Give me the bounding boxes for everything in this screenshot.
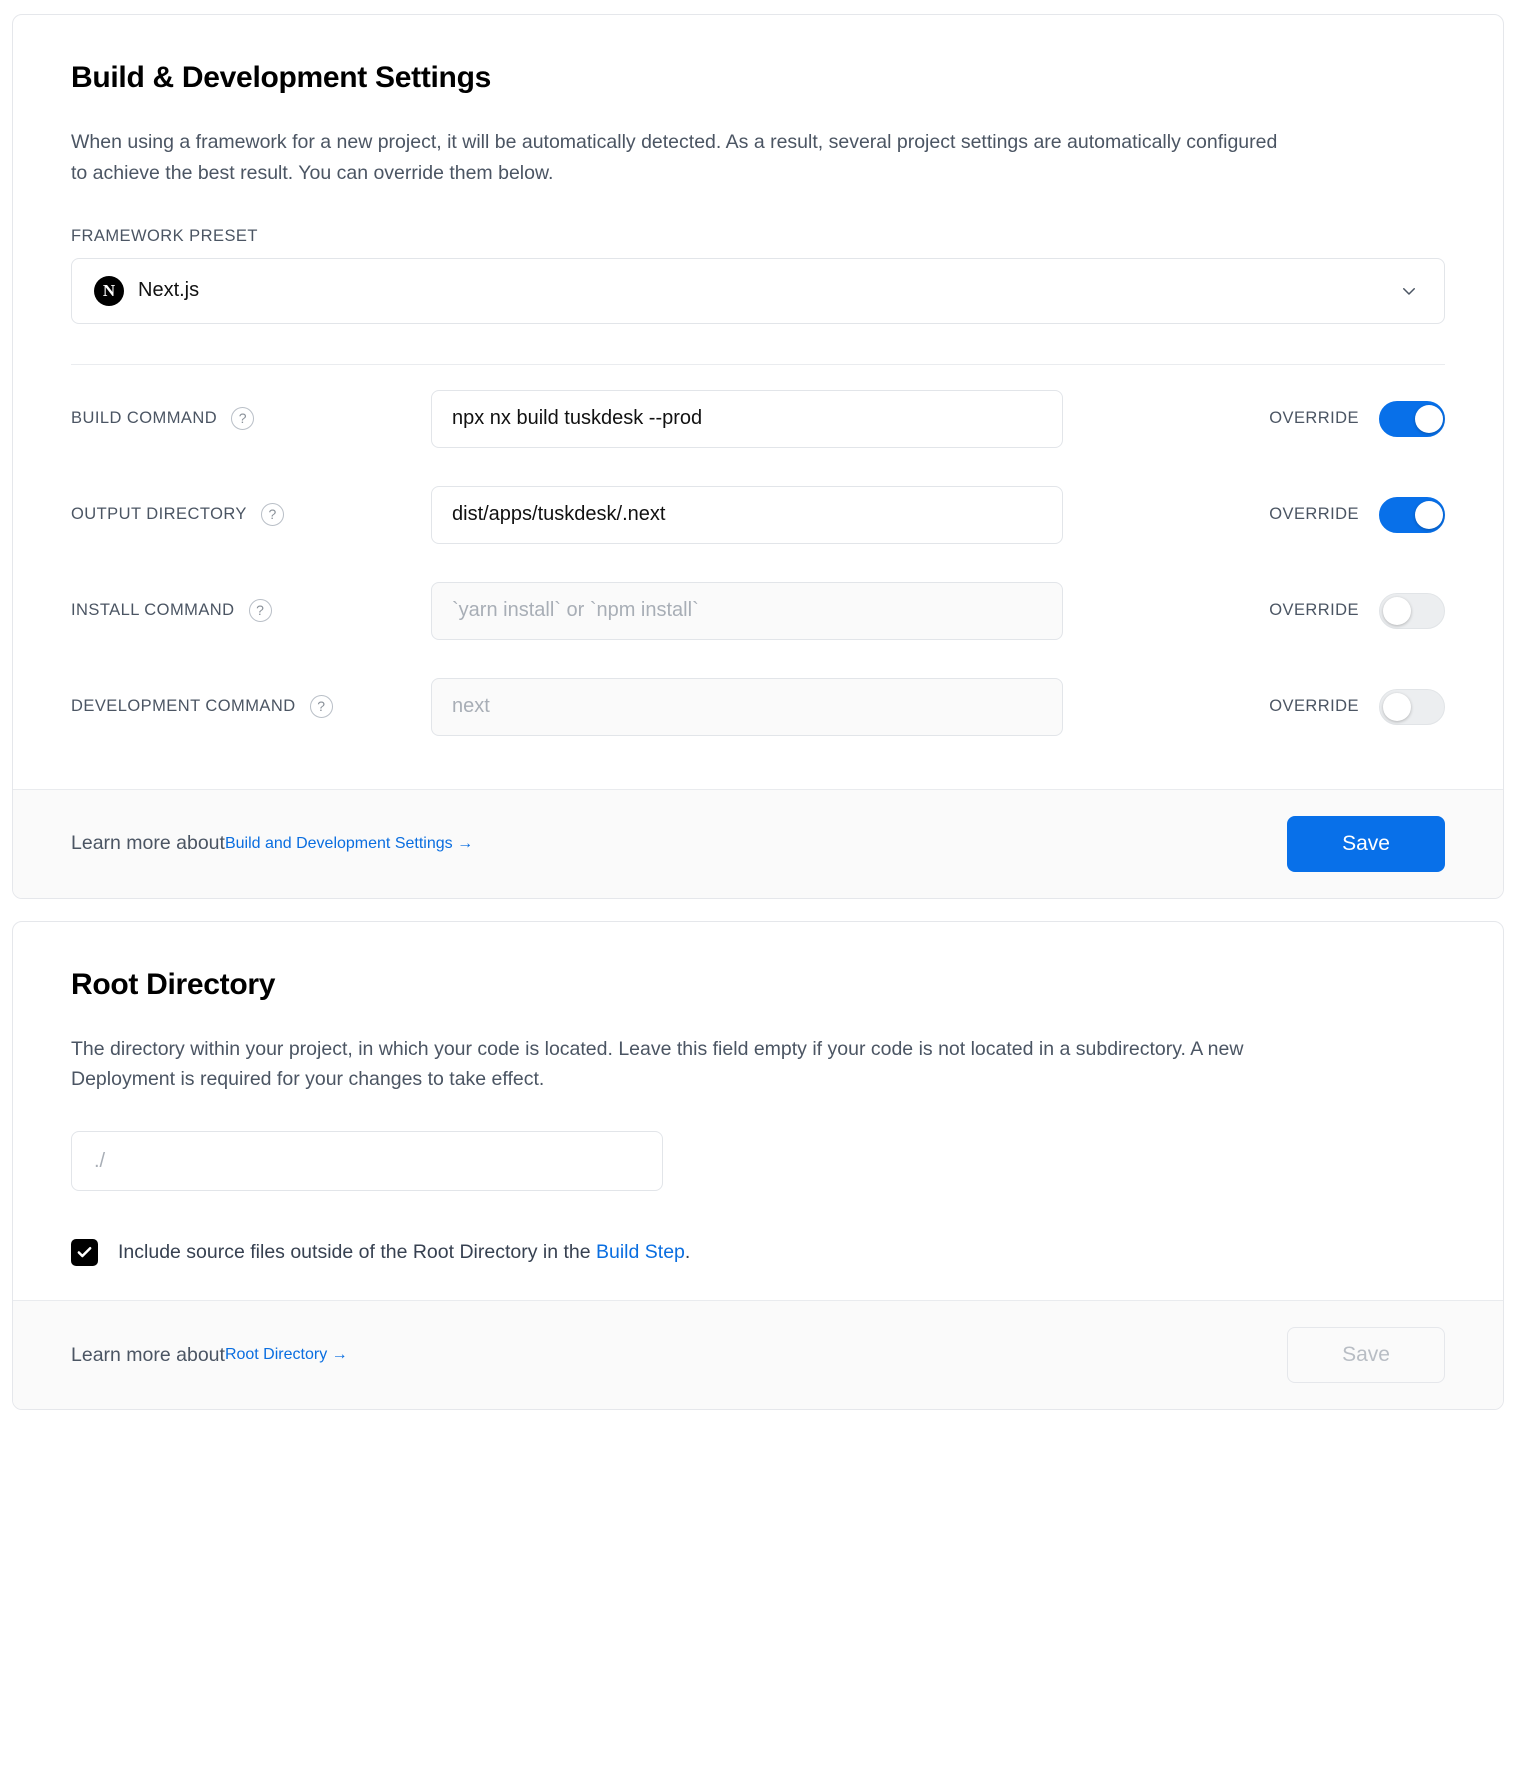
- help-icon[interactable]: ?: [310, 695, 333, 718]
- build-settings-body: [13, 15, 1503, 789]
- check-icon: [76, 1244, 93, 1261]
- framework-preset-value-group: [94, 276, 199, 306]
- install-command-input-wrap: [431, 582, 1063, 640]
- root-directory-card: [12, 921, 1504, 1411]
- include-source-files-text-after: .: [684, 1241, 691, 1264]
- build-command-input-wrap: [431, 390, 1063, 448]
- development-command-override-toggle[interactable]: [1379, 689, 1445, 725]
- build-settings-card: [12, 14, 1504, 899]
- include-source-files-text-before: Include source files outside of the Root Directory in the: [118, 1241, 596, 1264]
- build-command-override: [1269, 401, 1445, 437]
- save-button-root[interactable]: Save: [1287, 1327, 1445, 1383]
- framework-preset-label: FRAMEWORK PRESET: [71, 226, 258, 245]
- chevron-down-icon[interactable]: [1400, 282, 1418, 300]
- root-directory-input[interactable]: [71, 1131, 663, 1191]
- root-directory-footer: [13, 1300, 1503, 1409]
- development-command-label: DEVELOPMENT COMMAND: [71, 697, 296, 716]
- install-command-label-group: [71, 599, 431, 622]
- build-footer-text: Learn more about: [71, 832, 225, 855]
- nextjs-logo-icon: N: [94, 276, 124, 306]
- output-directory-label-group: [71, 503, 431, 526]
- install-command-override: [1269, 593, 1445, 629]
- install-command-override-toggle[interactable]: [1379, 593, 1445, 629]
- row-development-command: [71, 659, 1445, 755]
- root-directory-body: [13, 922, 1503, 1301]
- framework-preset-select[interactable]: [71, 258, 1445, 324]
- build-command-label-group: [71, 407, 431, 430]
- override-label: OVERRIDE: [1269, 409, 1359, 428]
- help-icon[interactable]: ?: [261, 503, 284, 526]
- install-command-label: INSTALL COMMAND: [71, 601, 235, 620]
- output-directory-label: OUTPUT DIRECTORY: [71, 505, 247, 524]
- include-source-files-checkbox[interactable]: [71, 1239, 98, 1266]
- build-command-input[interactable]: [431, 390, 1063, 448]
- row-output-directory: [71, 467, 1445, 563]
- root-directory-title: Root Directory: [71, 967, 276, 1001]
- development-command-input[interactable]: [431, 678, 1063, 736]
- output-directory-override-toggle[interactable]: [1379, 497, 1445, 533]
- development-command-input-wrap: [431, 678, 1063, 736]
- build-step-link[interactable]: Build Step: [596, 1241, 685, 1264]
- include-source-files-row: [71, 1239, 1445, 1266]
- root-footer-text: Learn more about: [71, 1343, 225, 1366]
- output-directory-input-wrap: [431, 486, 1063, 544]
- save-button[interactable]: Save: [1287, 816, 1445, 872]
- development-command-override: [1269, 689, 1445, 725]
- help-icon[interactable]: ?: [231, 407, 254, 430]
- build-settings-description: When using a framework for a new project, it will be automatically detected. As a result, several project settings are automatically configured to achieve the best result. You can override them below.: [71, 131, 1278, 184]
- override-label: OVERRIDE: [1269, 505, 1359, 524]
- install-command-input[interactable]: [431, 582, 1063, 640]
- override-label: OVERRIDE: [1269, 601, 1359, 620]
- include-source-files-label: [118, 1241, 690, 1264]
- help-icon[interactable]: ?: [249, 599, 272, 622]
- development-command-label-group: [71, 695, 431, 718]
- build-command-override-toggle[interactable]: [1379, 401, 1445, 437]
- output-directory-input[interactable]: [431, 486, 1063, 544]
- override-label: OVERRIDE: [1269, 697, 1359, 716]
- framework-preset-value: Next.js: [138, 279, 200, 302]
- root-directory-description: The directory within your project, in which your code is located. Leave this field empty if your code is not located in a subdirectory. A new Deployment is required for your changes to take effect.: [71, 1037, 1244, 1091]
- divider: [71, 364, 1445, 365]
- root-directory-doc-link[interactable]: Root Directory →: [224, 1346, 348, 1364]
- build-command-label: BUILD COMMAND: [71, 409, 218, 428]
- output-directory-override: [1269, 497, 1445, 533]
- row-build-command: [71, 371, 1445, 467]
- row-install-command: [71, 563, 1445, 659]
- build-settings-footer: [13, 789, 1503, 898]
- build-settings-doc-link[interactable]: Build and Development Settings →: [224, 834, 474, 852]
- page-title: Build & Development Settings: [71, 61, 491, 94]
